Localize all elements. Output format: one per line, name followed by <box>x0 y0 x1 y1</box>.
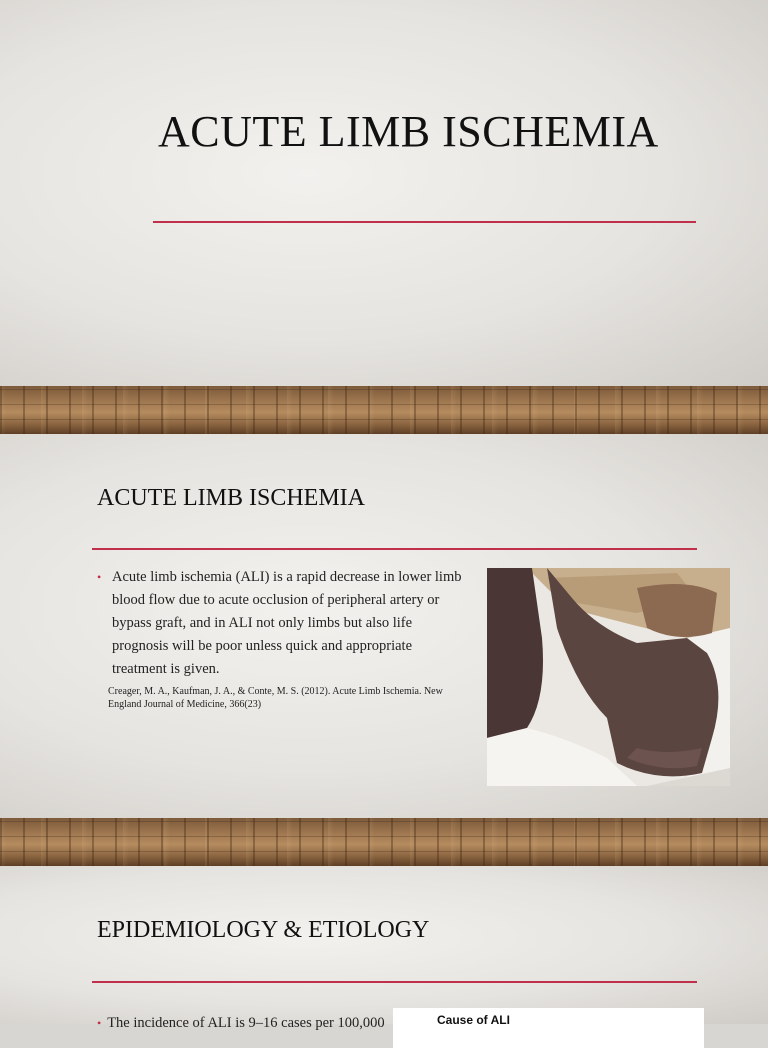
wood-floor-divider <box>0 818 768 866</box>
bullet-text: Acute limb ischemia (ALI) is a rapid decrease in lower limb blood flow due to acute occlusion of peripheral artery or bypass graft, and in ALI not only limbs but also life prognosis will be poor unless quick and appropriate treatment is given. <box>112 569 462 677</box>
title-underline <box>92 981 697 983</box>
wood-floor-divider <box>0 386 768 434</box>
slide-title: ACUTE LIMB ISCHEMIA <box>97 485 365 511</box>
bullet-marker-icon: • <box>97 1016 102 1030</box>
panel-title: Cause of ALI <box>437 1013 510 1027</box>
leg-photo <box>487 568 730 786</box>
slide-1 <box>0 0 768 386</box>
slide-3 <box>0 866 768 1024</box>
title-underline <box>153 221 696 223</box>
bullet-text: The incidence of ALI is 9–16 cases per 100,000 <box>107 1015 385 1031</box>
title-underline <box>92 548 697 550</box>
slide-title: ACUTE LIMB ISCHEMIA <box>158 107 659 156</box>
slide-title: EPIDEMIOLOGY & ETIOLOGY <box>97 917 430 943</box>
bullet-point <box>97 566 469 681</box>
citation: Creager, M. A., Kaufman, J. A., & Conte, M. S. (2012). Acute Limb Ischemia. New England Journal of Medicine, 366(23) <box>108 686 443 710</box>
bullet-marker-icon: • <box>97 570 102 584</box>
